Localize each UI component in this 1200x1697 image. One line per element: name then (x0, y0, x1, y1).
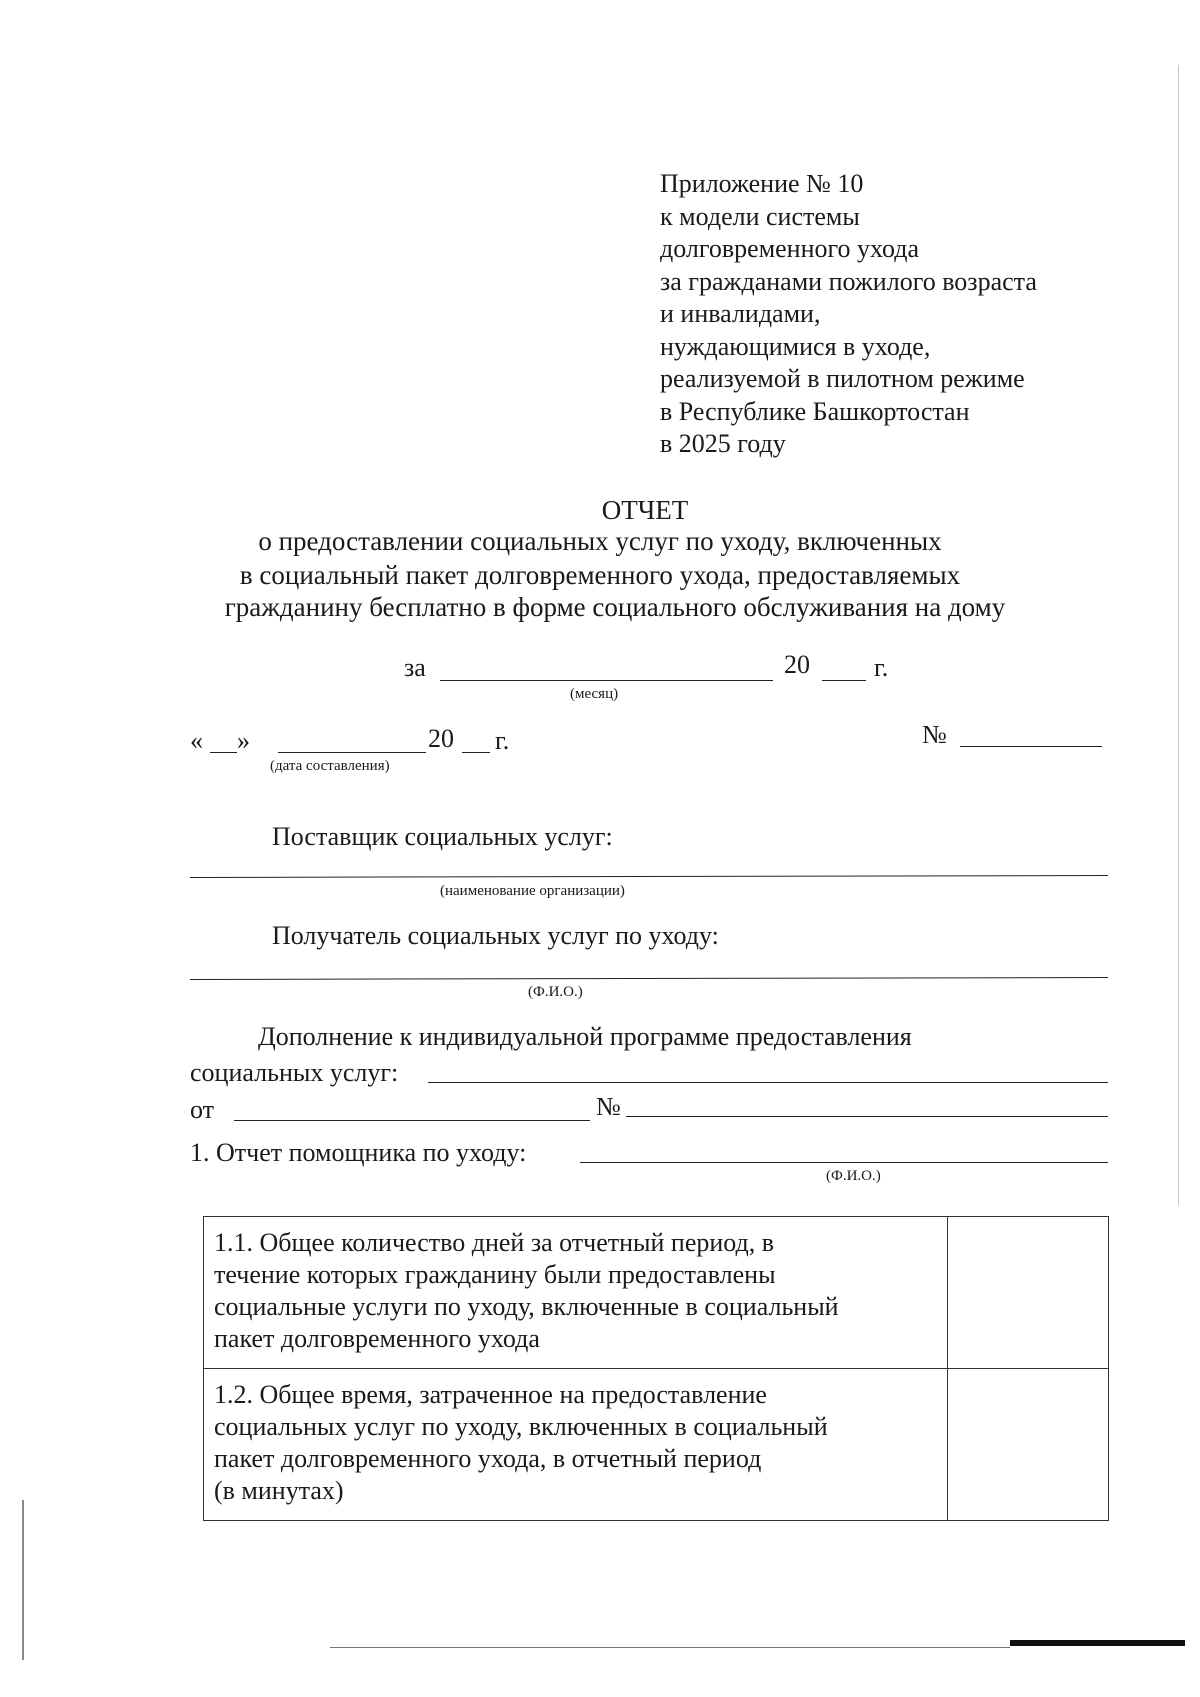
recipient-label: Получатель социальных услуг по уходу: (272, 921, 719, 950)
supplement-number-field[interactable] (626, 1116, 1108, 1117)
supplement-program-field[interactable] (428, 1082, 1108, 1083)
table-row-text-line: социальные услуги по уходу, включенные в социальный (214, 1292, 839, 1321)
table-row-value-cell[interactable] (948, 1217, 1109, 1369)
scan-edge-left (22, 1500, 24, 1660)
table-row-description (204, 1369, 948, 1521)
table-row-text-line: (в минутах) (214, 1476, 344, 1505)
appendix-line: Приложение № 10 (660, 169, 864, 198)
period-month-field[interactable] (440, 680, 773, 681)
table-row-text-line: 1.2. Общее время, затраченное на предоставление (214, 1380, 767, 1409)
provider-label: Поставщик социальных услуг: (272, 822, 613, 851)
appendix-line: реализуемой в пилотном режиме (660, 364, 1025, 393)
date-year-field[interactable] (462, 752, 490, 753)
scan-bottom-line (330, 1647, 1010, 1648)
document-number-label: № (922, 720, 947, 749)
document-number-field[interactable] (960, 746, 1102, 747)
date-year-prefix: 20 (428, 724, 454, 753)
appendix-line: в Республике Башкортостан (660, 396, 970, 426)
provider-caption: (наименование организации) (440, 883, 625, 899)
period-prefix: за (404, 653, 426, 682)
appendix-line: к модели системы (660, 201, 860, 231)
assistant-label: 1. Отчет помощника по уходу: (190, 1138, 527, 1167)
date-close-quote: » (237, 726, 250, 755)
date-open-quote: « (190, 726, 203, 755)
appendix-line: в 2025 году (660, 429, 786, 458)
assistant-name-field[interactable] (580, 1162, 1108, 1163)
table-row (204, 1369, 1109, 1521)
report-title-line: гражданину бесплатно в форме социального обслуживания на дому (224, 592, 1006, 622)
supplement-from-label: от (190, 1095, 215, 1124)
period-year-prefix: 20 (784, 650, 810, 679)
supplement-date-field[interactable] (234, 1120, 590, 1121)
appendix-line: нуждающимися в уходе, (660, 331, 931, 361)
table-row-text-line: пакет долговременного ухода (214, 1324, 540, 1353)
date-day-field[interactable] (210, 752, 237, 753)
table-row-text-line: пакет долговременного ухода, в отчетный период (214, 1444, 762, 1473)
report-heading: ОТЧЕТ (601, 495, 689, 525)
table-row-value-cell[interactable] (948, 1369, 1109, 1521)
appendix-line: и инвалидами, (660, 299, 821, 328)
table-row (204, 1217, 1109, 1369)
appendix-line: за гражданами пожилого возраста (660, 266, 1037, 296)
period-caption: (месяц) (570, 686, 619, 702)
recipient-name-field[interactable] (190, 977, 1108, 980)
table-row-text-line: социальных услуг по уходу, включенных в социальный (214, 1412, 828, 1441)
period-year-field[interactable] (822, 680, 866, 681)
table-row-description (204, 1217, 948, 1369)
scan-edge-right (1178, 65, 1179, 1205)
table-row-text-line: течение которых гражданину были предоставлены (214, 1260, 776, 1289)
report-title-line: в социальный пакет долговременного ухода, предоставляемых (239, 560, 961, 590)
period-year-suffix: г. (874, 653, 889, 682)
date-caption: (дата составления) (270, 758, 390, 774)
report-title-line: о предоставлении социальных услуг по уходу, включенных (258, 526, 942, 556)
supplement-label: Дополнение к индивидуальной программе предоставления (258, 1022, 912, 1051)
date-month-field[interactable] (278, 752, 426, 753)
supplement-label-continued: социальных услуг: (190, 1058, 399, 1087)
appendix-line: долговременного ухода (660, 234, 920, 263)
report-table (203, 1216, 1109, 1521)
scan-bottom-mark (1010, 1640, 1185, 1646)
assistant-caption: (Ф.И.О.) (826, 1168, 881, 1184)
provider-name-field[interactable] (190, 875, 1108, 878)
table-row-text-line: 1.1. Общее количество дней за отчетный период, в (214, 1228, 775, 1257)
appendix-block (660, 168, 1120, 461)
recipient-caption: (Ф.И.О.) (528, 984, 583, 1000)
supplement-number-label: № (596, 1092, 621, 1121)
date-year-suffix: г. (495, 726, 510, 755)
